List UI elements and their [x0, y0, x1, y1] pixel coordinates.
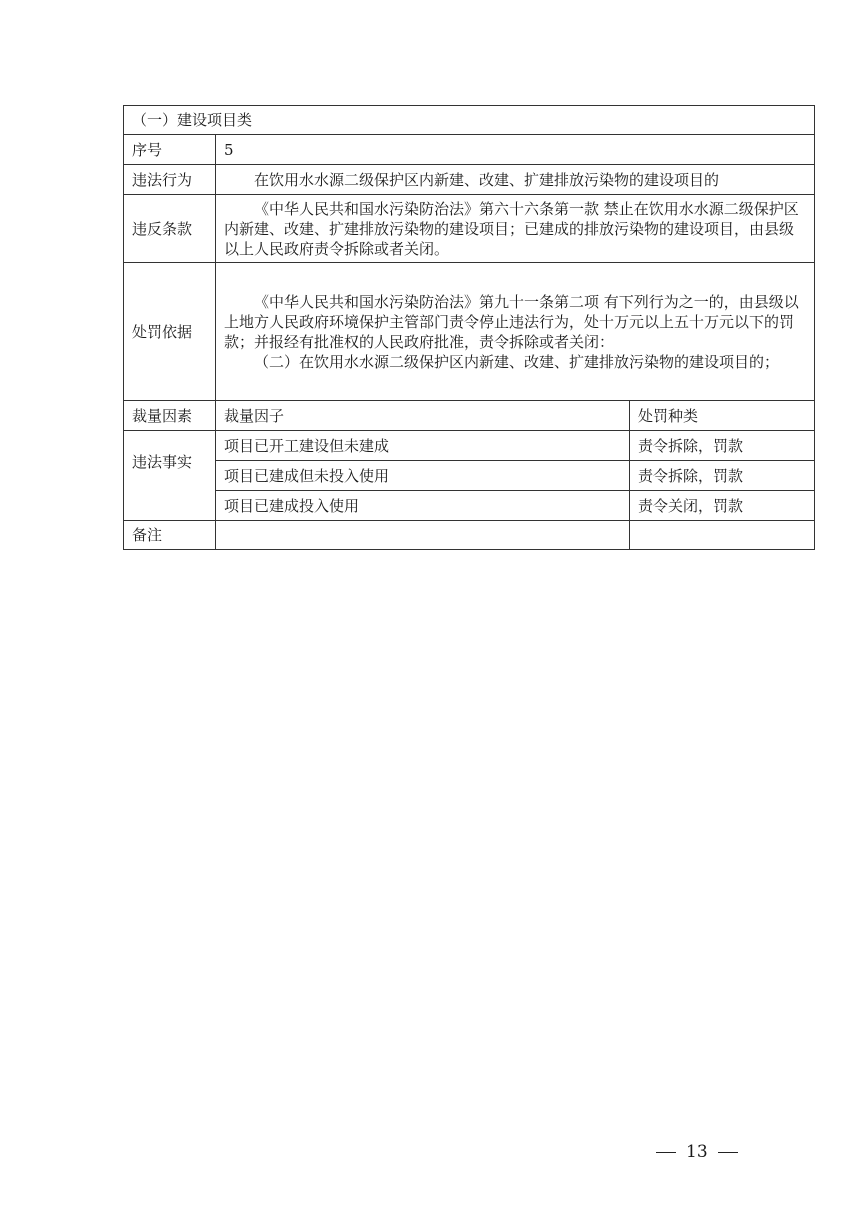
penalty-basis-label: 处罚依据 [124, 263, 216, 401]
penalty-basis-paragraph-1: 《中华人民共和国水污染防治法》第九十一条第二项 有下列行为之一的，由县级以上地方人民政府环境保护主管部门责令停止违法行为，处十万元以上五十万元以下的罚款；并报经有批准权的人民政府批准，责令拆除或者关闭： [224, 292, 799, 351]
serial-label: 序号 [124, 135, 216, 165]
discretion-header-row [124, 401, 815, 431]
table-row [124, 461, 815, 491]
penalty-type-header: 处罚种类 [630, 401, 815, 431]
remarks-label: 备注 [124, 521, 216, 550]
fact-factor: 项目已建成投入使用 [216, 491, 630, 521]
section-title: （一）建设项目类 [124, 106, 815, 135]
page-number: 13 [686, 1142, 708, 1162]
fact-penalty: 责令拆除，罚款 [630, 461, 815, 491]
serial-row [124, 135, 815, 165]
dash-left [656, 1152, 676, 1153]
penalty-basis-row [124, 263, 815, 401]
serial-value: 5 [216, 135, 815, 165]
section-header-row [124, 106, 815, 135]
fact-factor: 项目已开工建设但未建成 [216, 431, 630, 461]
facts-label: 违法事实 [124, 431, 216, 521]
table-row [124, 491, 815, 521]
remarks-row [124, 521, 815, 550]
discretion-label: 裁量因素 [124, 401, 216, 431]
violated-clause-label: 违反条款 [124, 195, 216, 263]
penalty-basis-paragraph-2: （二）在饮用水水源二级保护区内新建、改建、扩建排放污染物的建设项目的； [254, 352, 780, 371]
fact-penalty: 责令拆除，罚款 [630, 431, 815, 461]
remarks-penalty [630, 521, 815, 550]
fact-penalty: 责令关闭，罚款 [630, 491, 815, 521]
table-row [124, 431, 815, 461]
page-footer [656, 1142, 738, 1162]
factor-header: 裁量因子 [216, 401, 630, 431]
violation-value: 在饮用水水源二级保护区内新建、改建、扩建排放污染物的建设项目的 [216, 165, 815, 195]
violated-clause-row [124, 195, 815, 263]
fact-factor: 项目已建成但未投入使用 [216, 461, 630, 491]
remarks-factor [216, 521, 630, 550]
violation-row [124, 165, 815, 195]
penalty-table [123, 105, 815, 550]
violated-clause-text: 《中华人民共和国水污染防治法》第六十六条第一款 禁止在饮用水水源二级保护区内新建、改建、扩建排放污染物的建设项目；已建成的排放污染物的建设项目，由县级以上人民政府责令拆除或者关闭。 [224, 199, 799, 258]
dash-right [718, 1152, 738, 1153]
violation-label: 违法行为 [124, 165, 216, 195]
